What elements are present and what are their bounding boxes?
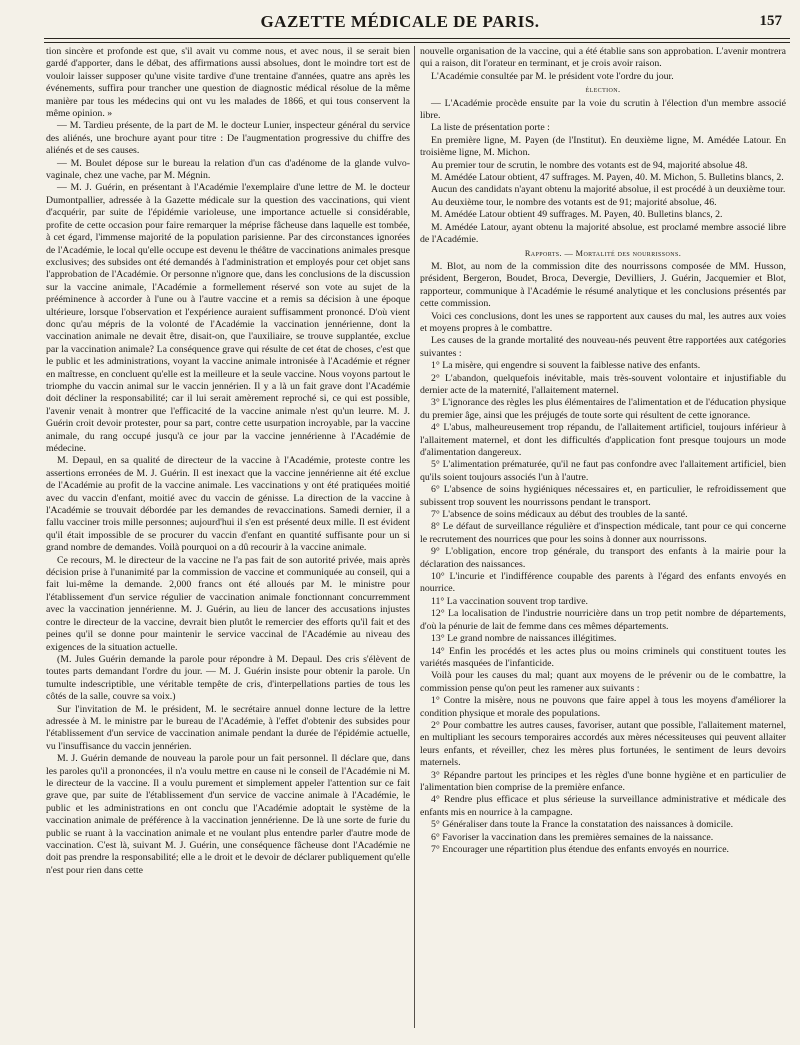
paragraph: Sur l'invitation de M. le président, M. le secrétaire annuel donne lecture de la lettre adressée à M. le ministre par le bureau de l'Académie, à l'effet d'obtenir des subsides pour l'établissement d'un service de vaccination animale pendant la durée de l'épidémie actuelle, vu l'insuffisance du vaccin jennérien. xyxy=(46,703,410,752)
paragraph: 14° Enfin les procédés et les actes plus ou moins criminels qui constituent toutes les variétés masquées de l'infanticide. xyxy=(420,645,786,669)
column-divider xyxy=(414,46,415,1028)
paragraph: 5° Généraliser dans toute la France la constatation des naissances à domicile. xyxy=(431,819,734,831)
journal-title: GAZETTE MÉDICALE DE PARIS. xyxy=(260,12,540,31)
paragraph: 6° L'absence de soins hygiéniques nécessaires et, en particulier, le refroidissement que subissent trop souvent les nourrissons pendant le transport. xyxy=(420,484,786,508)
paragraph: M. Blot, au nom de la commission dite des nourrissons composée de MM. Husson, président, Bergeron, Boudet, Broca, Devergie, Devilliers, J. Guérin, Jacquemier et Blot, rapporteur, communique à l'Académie le résumé analytique et les conclusions présentés par cette commission. xyxy=(420,260,786,310)
paragraph: 10° L'incurie et l'indifférence coupable des parents à l'égard des enfants envoyés en nourrice. xyxy=(420,571,786,595)
paragraph: 6° Favoriser la vaccination dans les premières semaines de la naissance. xyxy=(431,831,714,843)
paragraph: — M. Boulet dépose sur le bureau la relation d'un cas d'adénome de la glande vulvo-vaginale, chez une vache, par M. Mégnin. xyxy=(46,157,410,182)
paragraph: Les causes de la grande mortalité des nouveau-nés peuvent être rapportées aux catégories suivantes : xyxy=(420,335,786,359)
paragraph: (M. Jules Guérin demande la parole pour répondre à M. Depaul. Des cris s'élèvent de toutes parts demandant l'ordre du jour. — M. J. Guérin insiste pour obtenir la parole. Un tumulte indescriptible, une véritable tempête de cris, d'interpellations parties de tous les côtés de la salle, couvre sa voix.) xyxy=(46,653,410,703)
paragraph: 3° L'ignorance des règles les plus élémentaires de l'alimentation et de l'éducation physique du premier âge, ainsi que les préjugés de toute sorte qui résultent de cette ignorance. xyxy=(420,397,786,421)
paragraph: 2° L'abandon, quelquefois inévitable, mais très-souvent volontaire et injustifiable du dernier acte de la maternité, l'allaitement maternel. xyxy=(420,372,786,396)
paragraph: — L'Académie procède ensuite par la voie du scrutin à l'élection d'un membre associé libre. xyxy=(420,97,786,122)
paragraph: M. Depaul, en sa qualité de directeur de la vaccine à l'Académie, proteste contre les assertions erronées de M. J. Guérin. Il est inexact que la vaccine jennérienne ait été exclue de l'Académie au profit de la vaccine animale. Les vaccinations y ont été pratiquées moitié avec du vaccin d'enfant, moitié avec du vaccin de génisse. La direction de la vaccine à l'Académie se trouvait débordée par les demandes de revaccinations. Samedi dernier, il a fallu vacciner trois mille personnes; aujourd'hui il s'en est présenté deux mille. Il est évident qu'il était impossible de se procurer du vaccin d'enfant en quantité suffisante pour un si grand nombre de demandes. Voilà pourquoi on a dû recourir à la vaccine animale. xyxy=(46,455,410,554)
paragraph: La liste de présentation porte : xyxy=(431,122,550,134)
paragraph: Voilà pour les causes du mal; quant aux moyens de le prévenir ou de le combattre, la commission pense qu'on peut les ramener aux suivants : xyxy=(420,670,786,694)
left-column xyxy=(46,46,410,1028)
section-heading: Rapports. — Mortalité des nourrissons. xyxy=(524,248,682,258)
paragraph: 1° Contre la misère, nous ne pouvons que faire appel à tous les moyens d'améliorer la condition physique et morale des populations. xyxy=(420,695,786,719)
paragraph: 4° Rendre plus efficace et plus sérieuse la surveillance administrative et médicale des enfants mis en nourrice à la campagne. xyxy=(420,794,786,818)
paragraph: 4° L'abus, malheureusement trop répandu, de l'allaitement artificiel, toujours inférieur à l'allaitement maternel, et dont les difficultés d'application font presque toujours un mode d'alimentation dangereux. xyxy=(420,422,786,458)
paragraph: 7° Encourager une répartition plus étendue des enfants envoyés en nourrice. xyxy=(431,844,729,855)
paragraph: 13° Le grand nombre de naissances illégitimes. xyxy=(431,633,617,645)
page-number: 157 xyxy=(759,13,782,29)
paragraph: 7° L'absence de soins médicaux au début des troubles de la santé. xyxy=(431,509,688,521)
paragraph: Aucun des candidats n'ayant obtenu la majorité absolue, il est procédé à un deuxième tour. xyxy=(431,184,786,196)
paragraph: 1° La misère, qui engendre si souvent la faiblesse native des enfants. xyxy=(431,360,701,372)
header-rule-thin xyxy=(44,42,790,43)
paragraph: M. J. Guérin demande de nouveau la parole pour un fait personnel. Il déclare que, dans les paroles qu'il a prononcées, il n'a voulu mettre en cause ni le conseil de l'Académie ni M. le directeur de la vaccine. Il a voulu purement et simplement appeler l'attention sur ce fait grave que, par suite de l'établissement d'un service de vaccine animale à l'Académie, le public et les administrations en ont conclu que l'Académie adoptait le système de la vaccination animale de préférence à la vaccination jennérienne. De là une sorte de furie du public se ruant à la vaccination animale et ne voulant plus entendre parler d'autre mode de vaccination. C'est là, suivant M. J. Guérin, une conséquence fâcheuse dont l'Académie ne doit pas prendre la responsabilité; elle a le droit et le devoir de déclarer publiquement qu'elle n'est pour rien dans cette xyxy=(46,753,410,876)
section-heading: élection. xyxy=(585,85,621,95)
paragraph: En première ligne, M. Payen (de l'Institut). En deuxième ligne, M. Amédée Latour. En troisième ligne, M. Michon. xyxy=(420,134,786,159)
paragraph: 3° Répandre partout les principes et les règles d'une bonne hygiène et en particulier de l'alimentation bien comprise de la première enfance. xyxy=(420,769,786,793)
paragraph: Ce recours, M. le directeur de la vaccine ne l'a pas fait de son autorité privée, mais après décision prise à l'unanimité par la commission de vaccine et communiquée au conseil, qui a fait lui-même la demande. 2,000 francs ont été alloués par M. le ministre pour l'établissement d'un service régulier de vaccination animale fonctionnant concurremment avec la vaccination jennérienne. M. J. Guérin, au lieu de lancer des accusations injustes contre le directeur de la vaccine, devrait bien plutôt le remercier des efforts qu'il fait et des peines qu'il se donne pour maintenir le service vaccinal de l'Académie au niveau des exigences de la situation actuelle. xyxy=(46,554,410,653)
paragraph: tion sincère et profonde est que, s'il avait vu comme nous, et avec nous, il se serait bien gardé d'apporter, dans le débat, des affirmations aussi absolues, dont le moindre tort est de vouloir laisser supposer qu'une visite tardive d'une trentaine d'années, quatre ans après les événements, suffira pour trancher une question de diagnostic médical résolue de la même manière par tous les médecins qui ont vu les malades de 1866, et qui tous conservent la même opinion. » xyxy=(46,46,410,120)
paragraph: Au deuxième tour, le nombre des votants est de 91; majorité absolue, 46. xyxy=(431,196,717,208)
paragraph: Voici ces conclusions, dont les unes se rapportent aux causes du mal, les autres aux voies et moyens propres à le combattre. xyxy=(420,310,786,334)
paragraph: — M. J. Guérin, en présentant à l'Académie l'exemplaire d'une lettre de M. le docteur Dumontpallier, adressée à la Gazette médicale sur la question des vaccinations, qui vient d'acquérir, par suite de l'épidémie varioleuse, une importance actuelle si considérable, profite de cette occasion pour faire remarquer la méprise fâcheuse dans laquelle est tombée, à cet égard, l'immense majorité de la population parisienne. Par des circonstances ignorées de l'Académie, le local qu'elle occupe est devenu le théâtre de vaccinations animales presque exclusives; des subsides ont été demandés à l'administration et employés pour cet objet sans l'approbation de l'Académie. Or personne n'ignore que, dans les conclusions de la discussion sur la vaccine animale, l'Académie a formellement réservé son vote au sujet de la prééminence à accorder à l'une ou à l'autre vaccine et a remis sa décision à une époque ultérieure, lorsque l'observation et l'expérience auraient suffisamment prononcé. D'où vient donc qu'au mépris de la volonté de l'Académie la vaccination jennérienne, dont la vaccination animale ne devait être, disait-on, que l'auxiliaire, se trouve supplantée, exclue par la vaccination animale? La conséquence grave qui résulte de cet état de choses, c'est que le public et les administrations, voyant la vaccine animale intronisée à l'Académie et régner en maîtresse, en concluent qu'elle est la meilleure et la seule vaccine. Nous voyons partout le triomphe du vaccin animal sur le vaccin jennérien. Il y a là un fait grave dont l'Académie doit décliner la responsabilité; car il lui serait amèrement reproché si, ce qui est possible, l'avenir venait à montrer que l'efficacité de la vaccine animale n'est qu'un leurre. M. J. Guérin croit devoir protester, pour sa part, contre cette usurpation incroyable, par la vaccine animale, du rang occupé jusqu'à ce jour par la vaccine jennérienne à l'Académie de médecine. xyxy=(46,182,410,454)
paragraph: Au premier tour de scrutin, le nombre des votants est de 94, majorité absolue 48. xyxy=(431,159,748,171)
paragraph: 12° La localisation de l'industrie nourricière dans un trop petit nombre de départements, d'où la pénurie de lait de femme dans ces mêmes départements. xyxy=(420,608,786,632)
paragraph: 5° L'alimentation prématurée, qu'il ne faut pas confondre avec l'allaitement artificiel, bien qu'ils soient toujours associés l'un à l'autre. xyxy=(420,459,786,483)
header-rule xyxy=(44,38,790,39)
paragraph: M. Amédée Latour, ayant obtenu la majorité absolue, est proclamé membre associé libre de l'Académie. xyxy=(420,221,786,246)
paragraph: M. Amédée Latour obtient, 47 suffrages. M. Payen, 40. M. Michon, 5. Bulletins blancs, 2. xyxy=(431,172,784,184)
paragraph: 9° L'obligation, encore trop générale, du transport des enfants à la mairie pour la déclaration des naissances. xyxy=(420,546,786,570)
right-column xyxy=(420,46,786,1028)
paragraph: 2° Pour combattre les autres causes, favoriser, autant que possible, l'allaitement maternel, en multipliant les secours temporaires accordés aux mères nécessiteuses qui peuvent allaiter leurs enfants, et réveiller, chez les mères plus fortunées, le sentiment de leurs devoirs maternels. xyxy=(420,719,786,769)
paragraph: 8° Le défaut de surveillance régulière et d'inspection médicale, tant pour ce qui concerne le recrutement des nourrices que pour les soins à donner aux nourrissons. xyxy=(420,521,786,545)
paragraph: — M. Tardieu présente, de la part de M. le docteur Lunier, inspecteur général du service des aliénés, une brochure ayant pour titre : De l'augmentation progressive du chiffre des aliénés et de ses causes. xyxy=(46,120,410,157)
paragraph: M. Amédée Latour obtient 49 suffrages. M. Payen, 40. Bulletins blancs, 2. xyxy=(431,209,723,221)
page-header xyxy=(12,8,788,38)
paragraph: nouvelle organisation de la vaccine, qui a été établie sans son approbation. L'avenir montrera qui a raison, dit l'orateur en terminant, et je crois avoir raison. xyxy=(420,46,786,70)
paragraph: 11° La vaccination souvent trop tardive. xyxy=(431,595,588,607)
paragraph: L'Académie consultée par M. le président vote l'ordre du jour. xyxy=(431,70,674,82)
